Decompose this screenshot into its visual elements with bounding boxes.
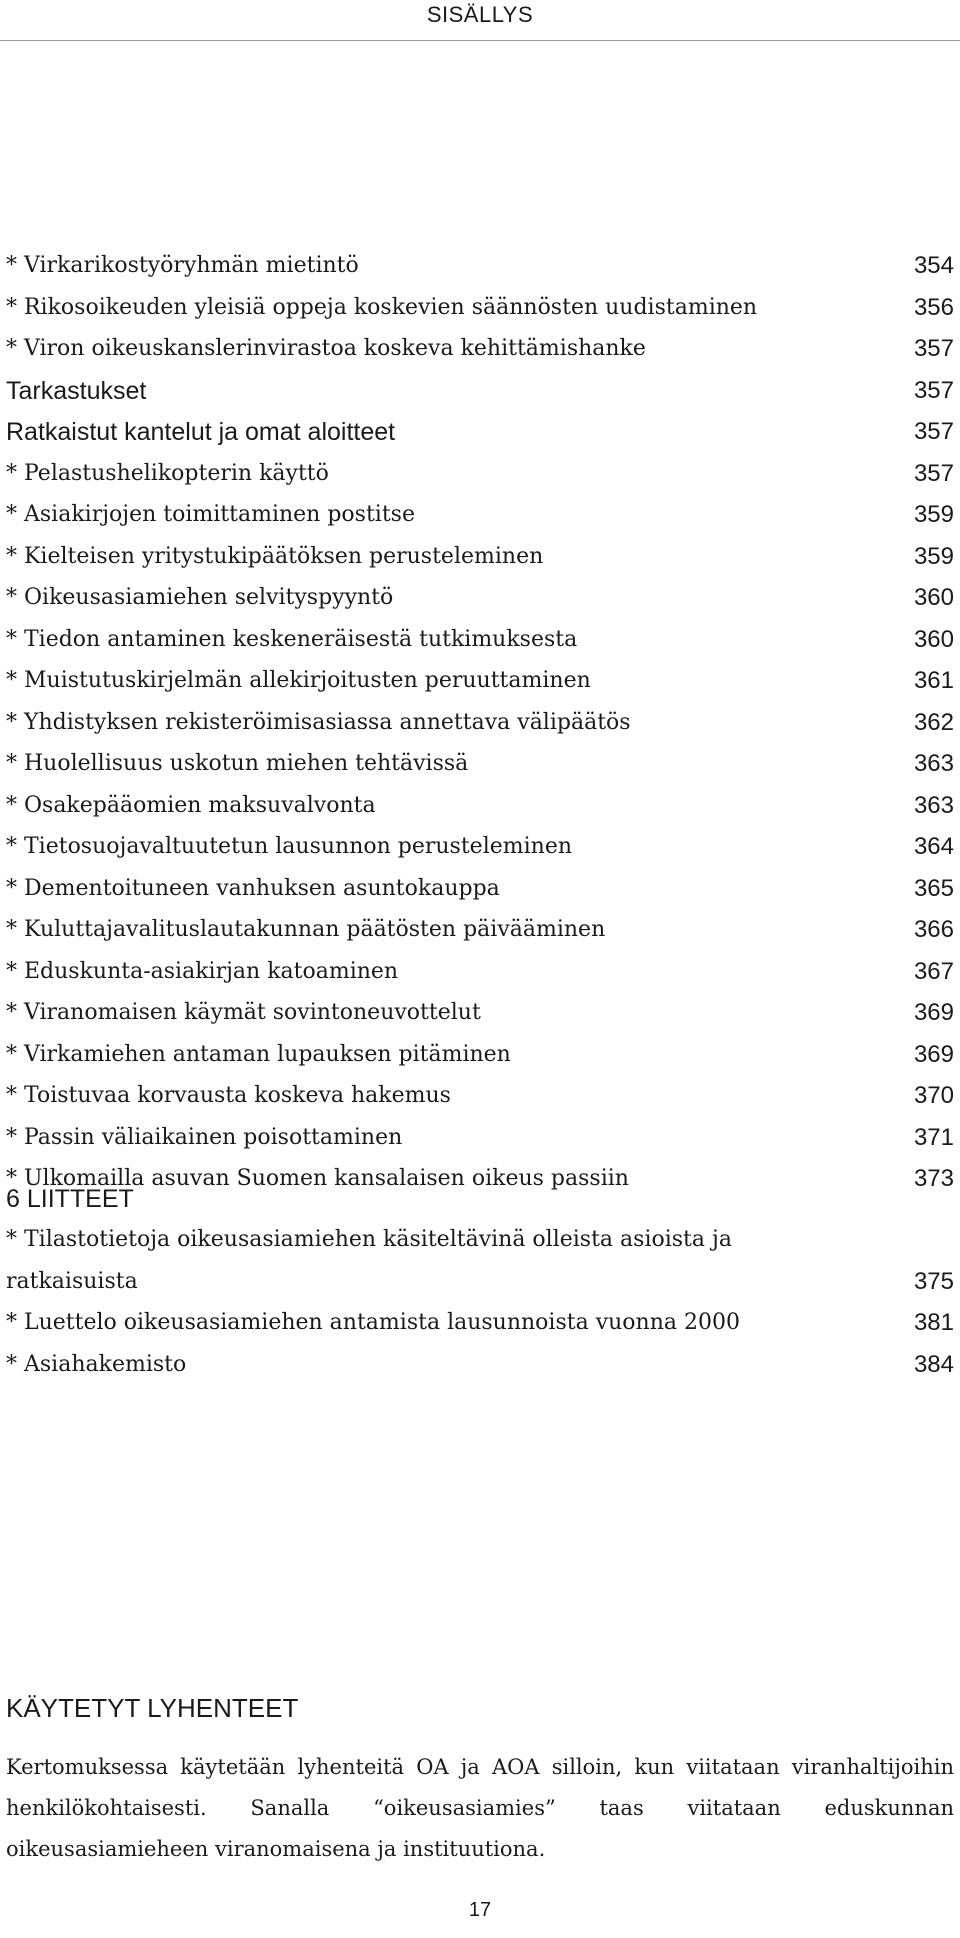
page-number: 17 [468, 1899, 492, 1921]
toc-entry-title: * Viron oikeuskanslerinvirastoa koskeva kehittämishanke [6, 336, 646, 361]
toc-entry-title: * Yhdistyksen rekisteröimisasiassa annettava välipäätös [6, 709, 631, 735]
toc-entry-title: * Virkarikostyöryhmän mietintö [6, 253, 359, 278]
toc-entry [6, 1161, 954, 1203]
toc-entry-page: 357 [913, 459, 954, 487]
toc-entry-page: 364 [913, 833, 954, 860]
toc-entry [6, 663, 954, 705]
toc-entry-page: 370 [913, 1082, 954, 1109]
toc-entry [6, 248, 954, 290]
toc-entry [6, 1347, 954, 1389]
toc-entry [6, 373, 954, 415]
toc-entry-page: 359 [913, 542, 954, 570]
toc-entry-page: 375 [913, 1267, 954, 1295]
toc-entry-page: 359 [913, 501, 954, 528]
toc-entry-title: * Toistuvaa korvausta koskeva hakemus [6, 1083, 451, 1108]
toc-entry-page: 357 [913, 418, 954, 445]
toc-entry-title: * Osakepääomien maksuvalvonta [6, 792, 376, 818]
toc-entry-page: 371 [913, 1123, 954, 1151]
header-divider [0, 40, 960, 41]
toc-entry [6, 1305, 954, 1347]
toc-entry-page: 357 [913, 376, 954, 404]
toc-entry-title: * Tietosuojavaltuutetun lausunnon perusteleminen [6, 834, 573, 859]
toc-entry-title: * Rikosoikeuden yleisiä oppeja koskevien säännösten uudistaminen [6, 294, 758, 320]
toc-entry [6, 331, 954, 373]
toc-entry-page: 367 [913, 957, 954, 985]
toc-entry-title: * Eduskunta-asiakirjan katoaminen [6, 958, 399, 984]
toc-entry [6, 414, 954, 456]
toc-entry [6, 539, 954, 581]
toc-entry-page: 354 [913, 252, 954, 279]
toc-entry-page: 369 [913, 999, 954, 1026]
toc-entry-title: * Oikeusasiamiehen selvityspyyntö [6, 585, 394, 610]
running-header: SISÄLLYS [426, 2, 534, 27]
toc-entry-page: 381 [913, 1309, 954, 1336]
toc-entry-title: ratkaisuista [6, 1268, 138, 1294]
toc-entry-title: * Muistutuskirjelmän allekirjoitusten peruuttaminen [6, 668, 591, 693]
toc-entry [6, 1037, 954, 1079]
toc-entry [6, 1222, 954, 1264]
toc-entry-title: Ratkaistut kantelut ja omat aloitteet [6, 418, 396, 446]
toc-entry-title: * Huolellisuus uskotun miehen tehtävissä [6, 751, 469, 776]
toc-entry [6, 954, 954, 996]
toc-entry [6, 746, 954, 788]
toc-entry-title: * Virkamiehen antaman lupauksen pitäminen [6, 1041, 511, 1067]
section-heading-appendices: 6 LIITTEET [6, 1185, 134, 1213]
toc-entry-page: 361 [913, 667, 954, 694]
toc-entry [6, 912, 954, 954]
toc-entry-page: 360 [913, 625, 954, 653]
toc-entry-title: * Pelastushelikopterin käyttö [6, 460, 329, 486]
toc-entry-page: 373 [913, 1165, 954, 1192]
toc-entry-title: * Asiahakemisto [6, 1351, 187, 1377]
toc-entry [6, 456, 954, 498]
toc-entry [6, 829, 954, 871]
toc-entry-title: * Ulkomailla asuvan Suomen kansalaisen oikeus passiin [6, 1166, 629, 1191]
toc-entry [6, 788, 954, 830]
toc-entry-page: 362 [913, 708, 954, 736]
toc-entry [6, 995, 954, 1037]
toc-entry-page: 366 [913, 916, 954, 943]
table-of-contents [6, 248, 954, 1203]
toc-entry [6, 290, 954, 332]
abbreviations-paragraph: Kertomuksessa käytetään lyhenteitä OA ja AOA silloin, kun viitataan viranhaltijoihin henkilökohtaisesti. Sanalla “oikeusasiamies” taas viitataan eduskunnan oikeusasiamieheen viranomaisena ja instituutiona. [6, 1755, 954, 1861]
toc-entry-page: 363 [913, 791, 954, 819]
toc-entry-title: * Dementoituneen vanhuksen asuntokauppa [6, 875, 500, 901]
toc-entry-page: 384 [913, 1350, 954, 1378]
toc-entry [6, 1078, 954, 1120]
toc-entry [6, 705, 954, 747]
abbreviations-heading: KÄYTETYT LYHENTEET [6, 1693, 299, 1723]
toc-entry-title: * Asiakirjojen toimittaminen postitse [6, 502, 415, 527]
toc-entry-page: 360 [913, 584, 954, 611]
toc-entry [6, 1264, 954, 1306]
toc-entry-page: 365 [913, 874, 954, 902]
toc-entry-page: 363 [913, 750, 954, 777]
toc-entry-page: 356 [913, 293, 954, 321]
toc-entry-title: * Tiedon antaminen keskeneräisestä tutkimuksesta [6, 626, 578, 652]
toc-entry-title: * Luettelo oikeusasiamiehen antamista lausunnoista vuonna 2000 [6, 1310, 740, 1335]
toc-entry [6, 497, 954, 539]
appendix-list [6, 1222, 954, 1388]
toc-entry-title: * Kielteisen yritystukipäätöksen perusteleminen [6, 543, 544, 569]
toc-entry-title: * Viranomaisen käymät sovintoneuvottelut [6, 1000, 481, 1025]
toc-entry-title: * Tilastotietoja oikeusasiamiehen käsiteltävinä olleista asioista ja [6, 1227, 732, 1252]
toc-entry [6, 580, 954, 622]
toc-entry [6, 1120, 954, 1162]
toc-entry-page: 369 [913, 1040, 954, 1068]
toc-entry-page: 357 [913, 335, 954, 362]
toc-entry [6, 622, 954, 664]
toc-entry-title: Tarkastukset [6, 376, 147, 405]
toc-entry [6, 871, 954, 913]
toc-entry-title: * Kuluttajavalituslautakunnan päätösten päivääminen [6, 917, 606, 942]
toc-entry-title: * Passin väliaikainen poisottaminen [6, 1124, 403, 1150]
